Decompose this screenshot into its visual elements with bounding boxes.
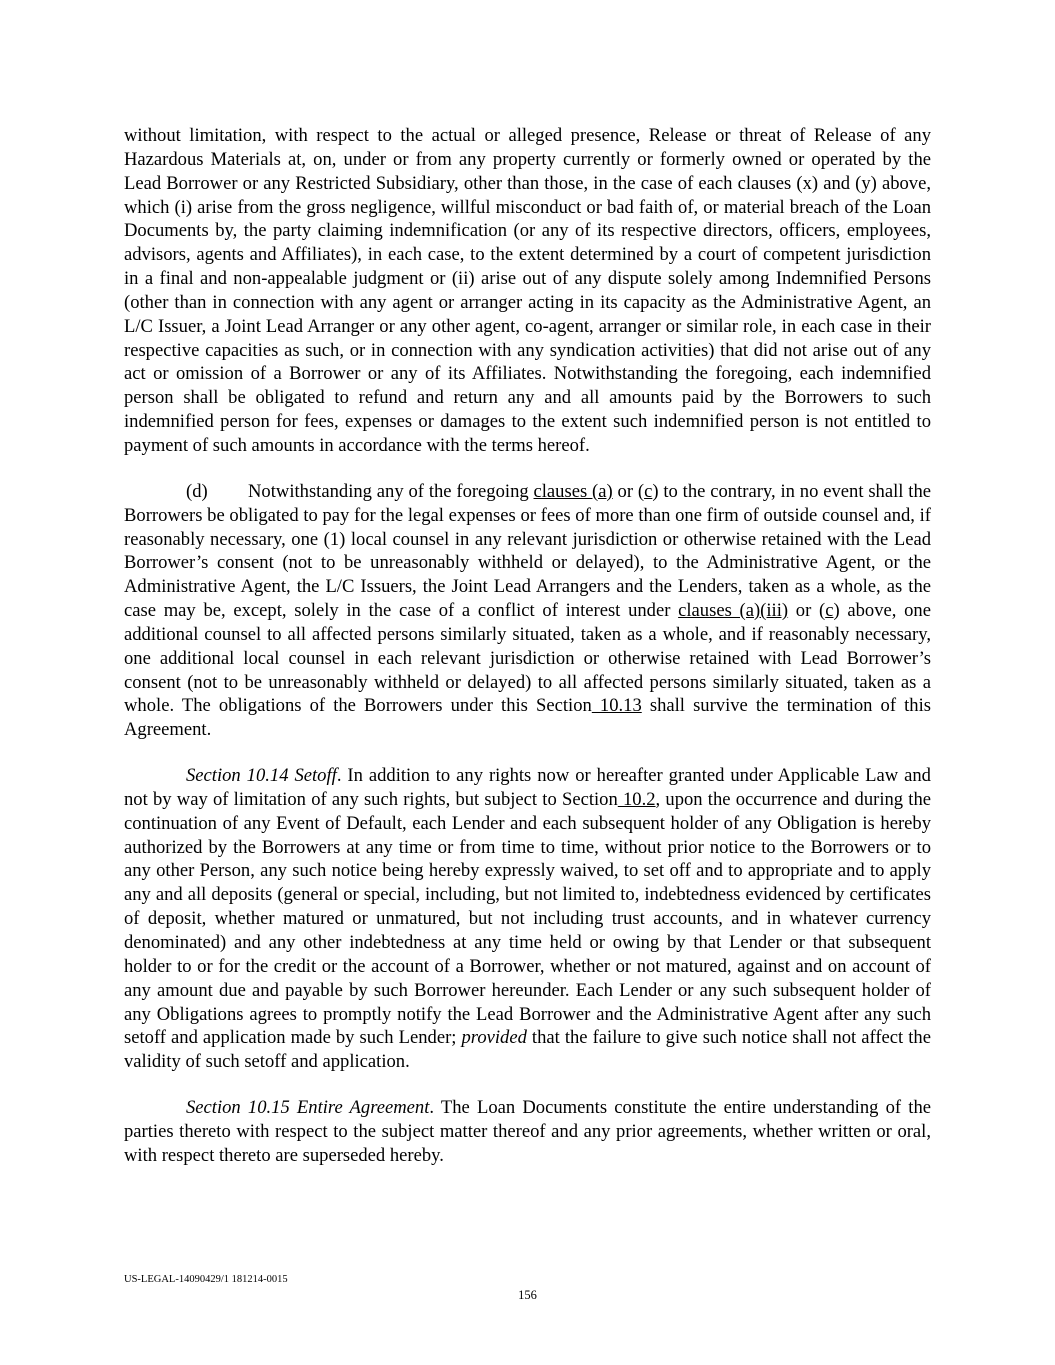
section-10-15: [124, 1096, 931, 1168]
cross-reference-clause-c: c: [644, 480, 653, 502]
paragraph-c-continuation: without limitation, with respect to the actual or alleged presence, Release or threat of Release of any Hazardous Materials at, on, under or from any property currently or formerly owned or operated by the Lead Borrower or any Restricted Subsidiary, other than those, in the case of each clauses (x) and (y) above, which (i) arise from the gross negligence, willful misconduct or bad faith of, or material breach of the Loan Documents by, the party claiming indemnification (or any of its respective directors, officers, employees, advisors, agents and Affiliates), in each case, to the extent determined by a court of competent jurisdiction in a final and non-appealable judgment or (ii) arise out of any dispute solely among Indemnified Persons (other than in connection with any agent or arranger acting in its capacity as the Administrative Agent, an L/C Issuer, a Joint Lead Arranger or any other agent, co-agent, arranger or similar role, in each case in their respective capacities as such, or in connection with any syndication activities) that did not arise out of any act or omission of a Borrower or any of its Affiliates. Notwithstanding the foregoing, each indemnified person shall be obligated to refund and return any and all amounts paid by the Borrowers to such indemnified person for fees, expenses or damages to the extent such indemnified person is not entitled to payment of such amounts in accordance with the terms hereof.: [124, 125, 931, 456]
paragraph-d-text: or (: [788, 600, 826, 622]
paragraph-d: [124, 480, 931, 742]
clause-label-d: (d): [186, 480, 208, 502]
section-10-14-text: . In addition to any rights now or hereafter granted under Applicable Law and not by way of limitation of any such rights, but subject to Section: [124, 765, 931, 810]
provided-term: provided: [461, 1027, 527, 1049]
section-heading-setoff: Section 10.14 Setoff: [186, 765, 337, 787]
section-10-14-text: that the failure to give such notice shall not affect the validity of such setoff and application.: [124, 1027, 931, 1073]
section-10-14: [124, 764, 931, 1074]
paragraph-d-text: ) to the contrary, in no event shall the Borrowers be obligated to pay for the legal expenses or fees of more than one firm of outside counsel and, if reasonably necessary, one (1) local counsel in any relevant jurisdiction or otherwise retained with the Lead Borrower’s consent (not to be unreasonably withheld or delayed), to the Administrative Agent, or the Administrative Agent, the L/C Issuers, the Joint Lead Arrangers and the Lenders, taken as a whole, as the case may be, except, solely in the case of a conflict of interest under: [124, 480, 931, 622]
paragraph-d-text: ) above, one additional counsel to all affected persons similarly situated, taken as a whole, and if reasonably necessary, one additional local counsel in each relevant jurisdiction or otherwise retained with Lead Borrower’s consent (not to be unreasonably withheld or delayed) to all affected persons similarly situated, taken as a whole. The obligations of the Borrowers under this Section: [124, 600, 931, 717]
paragraph-d-text: shall survive the termination of this Agreement.: [124, 695, 932, 741]
cross-reference-clause-c: c: [825, 600, 834, 622]
section-10-14-text: , upon the occurrence and during the continuation of any Event of Default, each Lender and each subsequent holder of any Obligation is hereby authorized by the Borrowers at any time or from time to time, without prior notice to the Borrowers or to any other Person, any such notice being hereby expressly waived, to set off and to appropriate and to apply any and all deposits (general or special, including, but not limited to, indebtedness evidenced by certificates of deposit, whether matured or unmatured, but not including trust accounts, and in whatever currency denominated) and any other indebtedness at any time held or owing by that Lender or that subsequent holder to or for the credit or the account of a Borrower, whether or not matured, against and on account of any amount due and payable by such Borrower hereunder. Each Lender or any such subsequent holder of any Obligations agrees to promptly notify the Lead Borrower and the Administrative Agent after any such setoff and application made by such Lender;: [124, 788, 932, 1049]
cross-reference-clauses-a-iii: clauses (a)(iii): [678, 600, 789, 622]
section-10-15-text: . The Loan Documents constitute the entire understanding of the parties thereto with respect to the subject matter thereof and any prior agreements, whether written or oral, with respect thereto are superseded hereby.: [124, 1097, 931, 1166]
paragraph-d-text: Notwithstanding any of the foregoing: [248, 480, 534, 502]
paragraph-d-text: or (: [612, 480, 645, 502]
cross-reference-section-10-13: 10.13: [591, 695, 642, 717]
document-body: [124, 124, 931, 1168]
cross-reference-section-10-2: 10.2: [617, 788, 656, 810]
section-heading-entire-agreement: Section 10.15 Entire Agreement: [186, 1097, 430, 1119]
page-number: 156: [518, 1288, 537, 1302]
footer-document-id: US-LEGAL-14090429/1 181214-0015: [124, 1274, 288, 1285]
cross-reference-clauses-a: clauses (a): [533, 480, 613, 502]
